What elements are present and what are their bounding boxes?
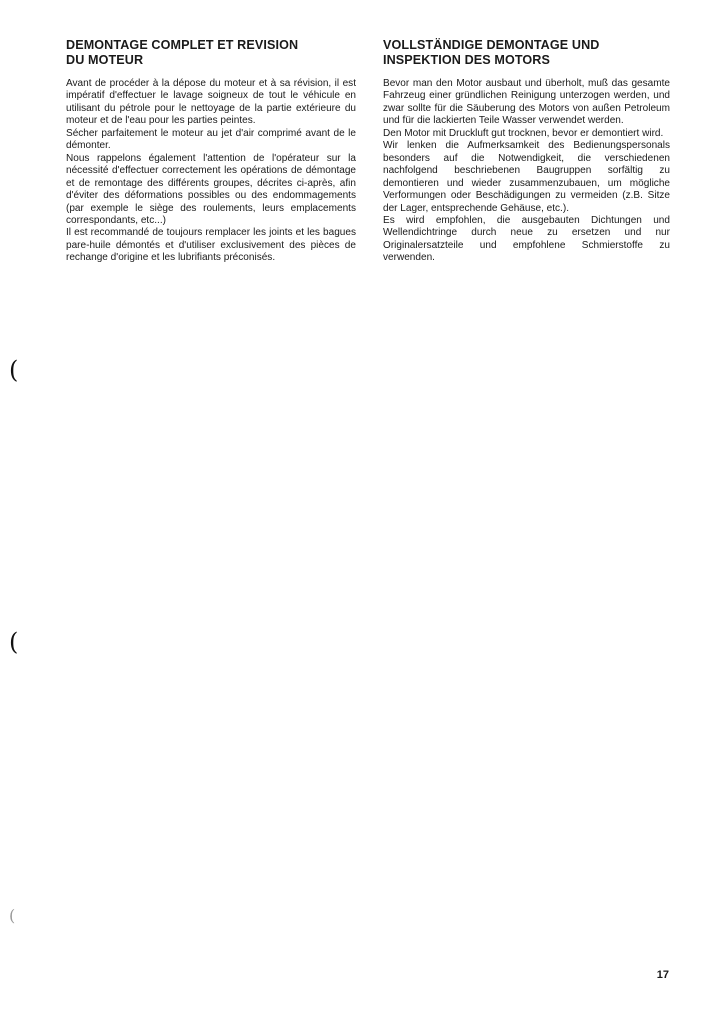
french-paragraph-3: Nous rappelons également l'attention de l'opérateur sur la nécessité d'effectuer correctement les opérations de démontage et de remontage des différents groupes, décrites ci-après, afin d'éviter des déformations possibles ou des endommagements (par exemple le siège des roulements, leurs emplacements correspondants, etc...) [66,152,356,226]
page-number: 17 [656,969,669,981]
french-heading: DEMONTAGE COMPLET ET REVISION DU MOTEUR [66,38,299,67]
binding-hole-mark-bottom: ( [9,906,16,925]
german-paragraph-2: Den Motor mit Druckluft gut trocknen, bevor er demontiert wird. [383,127,664,139]
german-paragraph-3: Wir lenken die Aufmerksamkeit des Bedienungspersonals besonders auf die Notwendigkeit, die verschiedenen nachfolgend beschriebenen Baugruppen sorfältig zu demontieren und wieder zusammenzubauen, um mögliche Verformungen oder Beschädigungen zu vermeiden (z.B. Sitze der Lager, entsprechende Gehäuse, etc.). [383,140,670,214]
french-paragraph-2: Sécher parfaitement le moteur au jet d'air comprimé avant de le démonter. [66,127,356,152]
german-column [383,38,670,265]
french-paragraph-1: Avant de procéder à la dépose du moteur et à sa révision, il est impératif d'effectuer le lavage soigneux de tout le véhicule en utilisant du pétrole pour le nettoyage de la partie extérieure du moteur et de l'eau pour les parties peintes. [66,78,356,127]
french-paragraph-4: Il est recommandé de toujours remplacer les joints et les bagues pare-huile démontés et d'utiliser exclusivement des pièces de rechange d'origine et les lubrifiants préconisés. [66,227,356,264]
binding-hole-mark-top: ( [9,356,19,384]
german-paragraph-1: Bevor man den Motor ausbaut und überholt, muß das gesamte Fahrzeug einer gründlichen Reinigung unterzogen werden, und zwar sollte für die Säuberung des Motors von außen Petroleum und für die lackierten Teile Wasser verwendet werden. [383,78,670,127]
french-column [66,38,356,265]
german-paragraph-4: Es wird empfohlen, die ausgebauten Dichtungen und Wellendichtringe durch neue zu ersetzen und nur Originalersatzteile und empfohlene Schmierstoffe zu verwenden. [383,214,670,264]
german-heading: VOLLSTÄNDIGE DEMONTAGE UND INSPEKTION DES MOTORS [383,38,600,67]
binding-hole-mark-middle: ( [9,628,19,656]
